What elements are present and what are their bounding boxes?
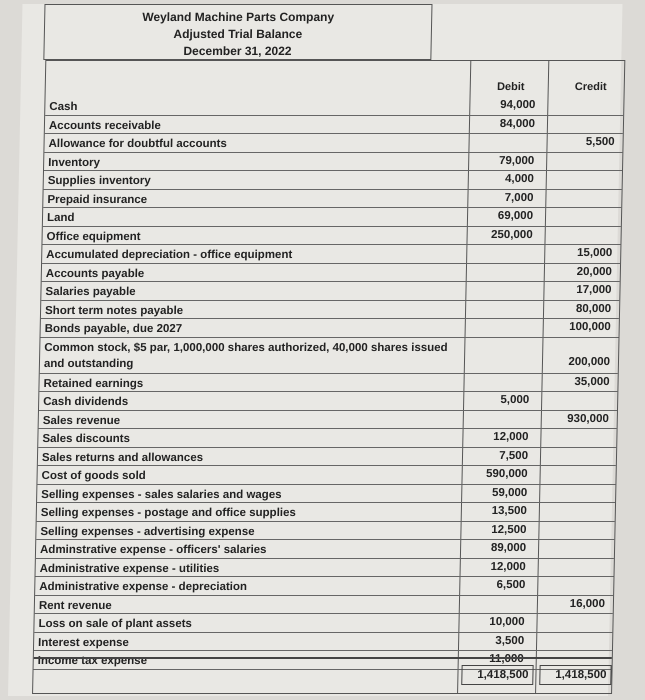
- credit-total: 1,418,500: [539, 665, 611, 685]
- account-name: Cash dividends: [43, 396, 129, 408]
- debit-amount: 3,500: [495, 634, 525, 647]
- table-row: [37, 466, 615, 485]
- account-name: Rent revenue: [38, 599, 112, 612]
- account-name: Interest expense: [37, 636, 130, 649]
- table-row: [45, 116, 623, 135]
- debit-amount: 4,000: [504, 173, 534, 185]
- table-row: [44, 134, 622, 153]
- debit-amount: 7,000: [504, 191, 534, 204]
- debit-amount: 94,000: [500, 99, 536, 111]
- account-name: Prepaid insurance: [47, 193, 148, 206]
- account-name: Common stock, $5 par, 1,000,000 shares authorized, 40,000 shares issued and outstanding: [43, 341, 448, 370]
- table-row: [40, 338, 619, 374]
- table-row: [39, 411, 617, 430]
- account-name: Bonds payable, due 2027: [44, 323, 183, 335]
- account-name: Adminstrative expense - officers' salaries: [39, 544, 267, 556]
- table-row: [41, 319, 619, 338]
- debit-amount: 12,000: [490, 560, 526, 573]
- account-name: Retained earnings: [43, 377, 144, 390]
- debit-amount: 84,000: [499, 117, 536, 130]
- company-name: Weyland Machine Parts Company: [142, 10, 335, 24]
- account-name: Accumulated depreciation - office equipment: [46, 249, 293, 261]
- credit-amount: 200,000: [568, 355, 611, 368]
- table-row: [43, 208, 621, 227]
- debit-total: 1,418,500: [461, 665, 533, 685]
- credit-amount: 35,000: [574, 375, 610, 388]
- credit-amount: 100,000: [569, 321, 611, 333]
- debit-amount: 590,000: [485, 468, 528, 480]
- account-name: Inventory: [48, 156, 101, 169]
- debit-amount: 6,500: [496, 579, 526, 591]
- table-row: [39, 374, 617, 393]
- account-name: Selling expenses - advertising expense: [40, 525, 255, 538]
- debit-amount: 69,000: [497, 210, 534, 222]
- debit-amount: 13,500: [491, 505, 528, 517]
- table-row: [42, 227, 620, 246]
- account-name: Sales discounts: [42, 433, 131, 445]
- debit-amount: 12,500: [491, 523, 527, 536]
- trial-balance-sheet: [8, 4, 622, 696]
- table-row: [41, 282, 619, 301]
- table-row: [42, 245, 620, 264]
- table-row: [44, 153, 622, 172]
- account-name: Cash: [49, 101, 78, 113]
- table-rows: [34, 97, 624, 670]
- table-row: [44, 171, 622, 190]
- table-row: [36, 522, 614, 541]
- account-name: Loss on sale of plant assets: [38, 618, 193, 630]
- account-name: Administrative expense - depreciation: [39, 581, 248, 593]
- account-name: Accounts receivable: [48, 119, 161, 132]
- debit-amount: 12,000: [493, 431, 529, 443]
- report-date: December 31, 2022: [183, 44, 292, 58]
- account-name: Short term notes payable: [44, 304, 184, 317]
- credit-amount: 5,500: [585, 136, 615, 148]
- credit-amount: 16,000: [569, 597, 606, 610]
- debit-amount: 79,000: [498, 154, 535, 167]
- table-row: [41, 301, 619, 320]
- table-row: [35, 596, 613, 615]
- account-name: Cost of goods sold: [41, 470, 146, 482]
- table-row: [38, 448, 616, 467]
- table-row: [42, 264, 620, 283]
- account-name: Accounts payable: [45, 267, 145, 280]
- credit-amount: 15,000: [576, 247, 613, 259]
- account-name: Land: [46, 212, 75, 224]
- table-row: [45, 97, 623, 116]
- account-name: Sales returns and allowances: [41, 451, 204, 464]
- totals-row: [33, 657, 612, 693]
- account-name: Office equipment: [46, 230, 141, 243]
- account-name: Selling expenses - postage and office supplies: [40, 507, 296, 519]
- credit-header: Credit: [574, 81, 607, 93]
- account-name: Administrative expense - utilities: [39, 562, 220, 575]
- account-name: Allowance for doubtful accounts: [48, 138, 227, 150]
- credit-amount: 17,000: [576, 284, 612, 296]
- debit-amount: 250,000: [490, 228, 533, 241]
- table-row: [39, 392, 617, 411]
- account-name: Selling expenses - sales salaries and wages: [41, 488, 282, 501]
- table-header: [46, 75, 625, 99]
- table-row: [37, 485, 615, 504]
- trial-balance-table: [32, 60, 625, 694]
- credit-amount: 20,000: [576, 265, 613, 278]
- table-row: [35, 577, 613, 596]
- table-row: [36, 540, 614, 559]
- debit-amount: 11,000: [489, 653, 524, 665]
- account-name: Salaries payable: [45, 286, 136, 298]
- table-row: [38, 429, 616, 448]
- account-name: Sales revenue: [42, 414, 121, 427]
- report-title: Adjusted Trial Balance: [173, 27, 303, 41]
- account-name: Supplies inventory: [47, 175, 151, 187]
- table-row: [34, 633, 612, 652]
- debit-amount: 10,000: [489, 616, 525, 628]
- debit-amount: 7,500: [499, 449, 529, 462]
- table-row: [43, 190, 621, 209]
- account-name: Income tax expense: [37, 655, 148, 667]
- credit-amount: 930,000: [567, 412, 609, 425]
- credit-amount: 80,000: [575, 302, 612, 315]
- debit-amount: 5,000: [500, 394, 530, 406]
- table-row: [34, 614, 612, 633]
- table-row: [37, 503, 615, 522]
- title-block: [43, 4, 432, 60]
- debit-header: Debit: [496, 81, 525, 93]
- debit-amount: 59,000: [491, 486, 528, 499]
- table-row: [35, 559, 613, 578]
- debit-amount: 89,000: [490, 542, 527, 554]
